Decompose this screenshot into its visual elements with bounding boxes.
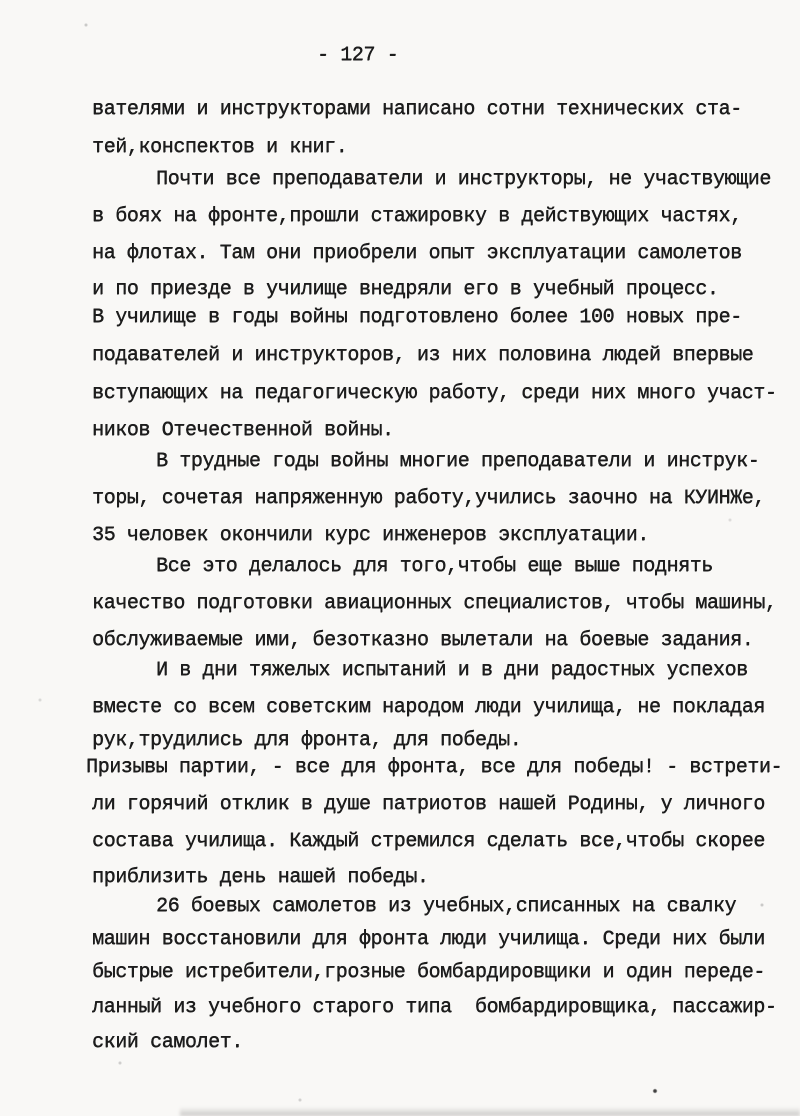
text-line-6: и по приезде в училище внедряли его в учебный процесс. — [92, 278, 719, 301]
text-line-17: И в дни тяжелых испытаний и в дни радостных успехов — [156, 659, 748, 682]
text-line-18: вместе со всем советским народом люди училища, не покладая — [92, 696, 765, 719]
text-line-5: на флотах. Там они приобрели опыт эксплуатации самолетов — [92, 242, 742, 265]
text-line-4: в боях на фронте,прошли стажировку в действующих частях, — [92, 205, 742, 228]
text-line-19: рук,трудились для фронта, для победы. — [92, 729, 522, 752]
text-line-10: ников Отечественной войны. — [92, 419, 394, 442]
text-line-2: тей,конспектов и книг. — [92, 136, 348, 159]
text-line-1: вателями и инструкторами написано сотни технических ста- — [92, 98, 742, 121]
text-line-27: ланный из учебного старого типа бомбардировщика, пассажир- — [92, 996, 777, 1019]
text-line-16: обслуживаемые ими, безотказно вылетали на боевые задания. — [92, 629, 754, 652]
text-line-9: вступающих на педагогическую работу, среди них много участ- — [92, 382, 777, 405]
text-line-12: торы, сочетая напряженную работу,учились заочно на КУИНЖе, — [92, 487, 765, 510]
text-line-28: ский самолет. — [92, 1031, 243, 1054]
text-line-15: качество подготовки авиационных специалистов, чтобы машины, — [92, 592, 777, 615]
text-line-23: приблизить день нашей победы. — [92, 866, 429, 889]
text-line-21: ли горячий отклик в душе патриотов нашей Родины, у личного — [92, 793, 765, 816]
text-line-25: машин восстановили для фронта люди училища. Среди них были — [92, 928, 765, 951]
text-line-7: В училище в годы войны подготовлено более 100 новых пре- — [92, 306, 742, 329]
text-line-11: В трудные годы войны многие преподаватели и инструк- — [156, 450, 760, 473]
page-number: - 127 - — [317, 44, 399, 67]
text-line-24: 26 боевых самолетов из учебных,списанных на свалку — [156, 895, 737, 918]
text-line-13: 35 человек окончили курс инженеров эксплуатации. — [92, 524, 649, 547]
text-line-22: состава училища. Каждый стремился сделать все,чтобы скорее — [92, 830, 765, 853]
text-line-8: подавателей и инструкторов, из них половина людей впервые — [92, 344, 754, 367]
text-line-3: Почти все преподаватели и инструкторы, не участвующие — [156, 168, 771, 191]
text-line-14: Все это делалось для того,чтобы еще выше поднять — [156, 555, 713, 578]
text-line-20: Призывы партии, - все для фронта, все для победы! - встрети- — [86, 756, 783, 779]
text-line-26: быстрые истребители,грозные бомбардировщики и один переде- — [92, 961, 765, 984]
